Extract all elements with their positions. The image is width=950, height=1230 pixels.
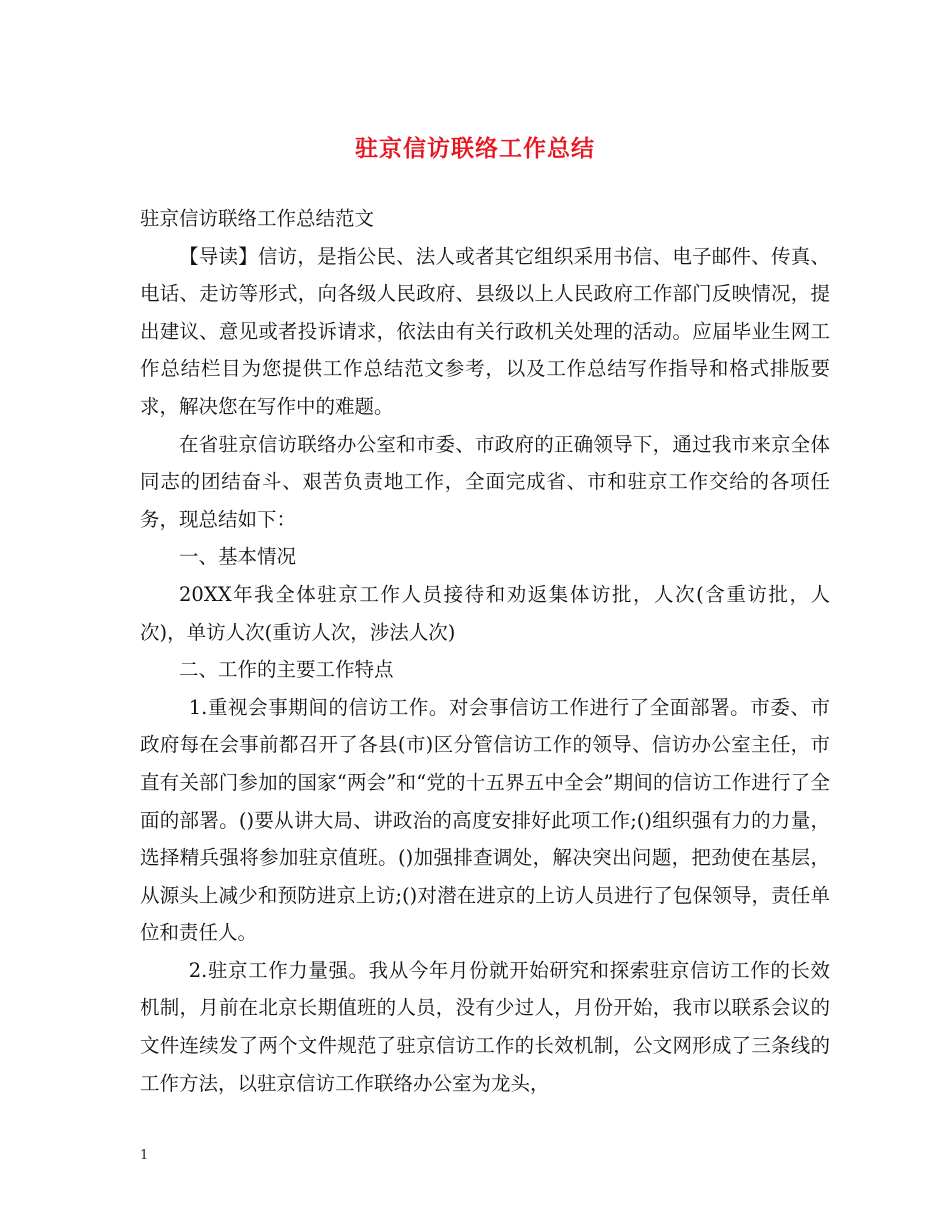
feature-paragraph-1: 1.重视会事期间的信访工作。对会事信访工作进行了全面部署。市委、市政府每在会事前都召开了各县(市)区分管信访工作的领导、信访办公室主任，市直有关部门参加的国家“两会”和“党的十五界五中全会”期间的信访工作进行了全面的部署。()要从讲大局、讲政治的高度安排好此项工作;()组织强有力的力量，选择精兵强将参加驻京值班。()加强排查调处，解决突出问题，把劲使在基层，从源头上减少和预防进京上访;()对潜在进京的上访人员进行了包保领导，责任单位和责任人。 (140, 695, 830, 945)
document-subtitle: 驻京信访联络工作总结范文 (140, 207, 375, 230)
page-title: 驻京信访联络工作总结 (355, 135, 595, 162)
page-number: 1 (140, 1148, 149, 1163)
section-heading-basic: 一、基本情况 (179, 545, 297, 569)
basic-info-paragraph: 20XX年我全体驻京工作人员接待和劝返集体访批，人次(含重访批，人次)，单访人次(重访人次，涉法人次) (140, 582, 830, 644)
section-heading-features: 二、工作的主要工作特点 (179, 658, 394, 682)
feature-paragraph-2: 2.驻京工作力量强。我从今年月份就开始研究和探索驻京信访工作的长效机制，月前在北京长期值班的人员，没有少过人，月份开始，我市以联系会议的文件连续发了两个文件规范了驻京信访工作的长效机制，公文网形成了三条线的工作方法，以驻京信访工作联络办公室为龙头， (140, 958, 830, 1095)
document-body (140, 200, 830, 1102)
summary-paragraph: 在省驻京信访联络办公室和市委、市政府的正确领导下，通过我市来京全体同志的团结奋斗、艰苦负责地工作，全面完成省、市和驻京工作交给的各项任务，现总结如下： (140, 432, 830, 531)
intro-paragraph: 【导读】信访，是指公民、法人或者其它组织采用书信、电子邮件、传真、电话、走访等形式，向各级人民政府、县级以上人民政府工作部门反映情况，提出建议、意见或者投诉请求，依法由有关行政机关处理的活动。应届毕业生网工作总结栏目为您提供工作总结范文参考，以及工作总结写作指导和格式排版要求，解决您在写作中的难题。 (140, 244, 830, 418)
